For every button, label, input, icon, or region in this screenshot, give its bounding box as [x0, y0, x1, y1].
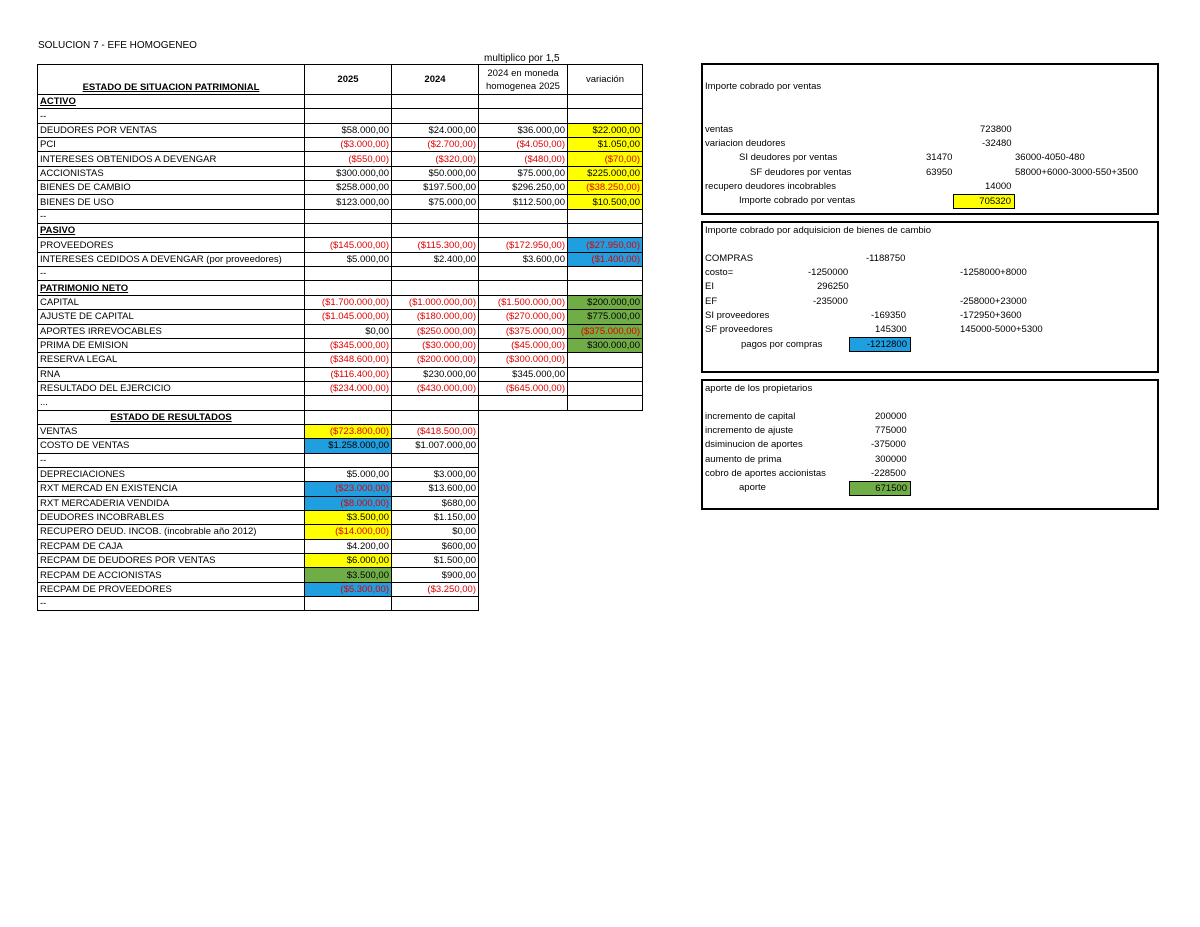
row-value-1: ($234.000,00): [305, 381, 392, 395]
er-value-2: $3.000,00: [392, 467, 479, 481]
row-value-4: $775.000,00: [568, 310, 643, 324]
er-label: --: [38, 597, 305, 611]
header-estado: ESTADO DE SITUACION PATRIMONIAL: [38, 65, 305, 95]
box3-r2-label: incremento de ajuste: [705, 425, 794, 436]
er-title: ESTADO DE RESULTADOS: [38, 410, 305, 424]
table-row: [38, 181, 643, 195]
er-value-1: $5.000,00: [305, 467, 392, 481]
box1-si-value: 31470: [926, 152, 953, 163]
row-label: PASIVO: [38, 224, 305, 238]
row-value-1: [305, 95, 392, 109]
er-row: [38, 510, 643, 524]
table-row: [38, 338, 643, 352]
header-2024-line2: homogenea 2025: [486, 80, 560, 92]
er-empty: [568, 582, 643, 596]
row-label: --: [38, 109, 305, 123]
box2-sf-calc: 145000-5000+5300: [960, 324, 1043, 335]
page-title: SOLUCION 7 - EFE HOMOGENEO: [38, 40, 197, 51]
box1-var-label: variacion deudores: [705, 138, 786, 149]
row-value-1: ($1.045.000,00): [305, 310, 392, 324]
row-value-2: ($1.000.000,00): [392, 295, 479, 309]
box2-ef-label: EF: [705, 296, 718, 307]
row-label: PROVEEDORES: [38, 238, 305, 252]
row-value-4: [568, 353, 643, 367]
er-empty: [479, 597, 568, 611]
table-row: [38, 138, 643, 152]
table-row: [38, 95, 643, 109]
er-empty: [568, 467, 643, 481]
row-label: ...: [38, 396, 305, 410]
row-value-2: $2.400,00: [392, 252, 479, 266]
row-label: RESERVA LEGAL: [38, 353, 305, 367]
row-value-4: ($27.950,00): [568, 238, 643, 252]
box2-ef-calc: -258000+23000: [960, 296, 1027, 307]
row-value-2: [392, 109, 479, 123]
er-row: [38, 539, 643, 553]
er-row: [38, 439, 643, 453]
er-value-1: $3.500,00: [305, 510, 392, 524]
row-label: PCI: [38, 138, 305, 152]
box1-rec-value: 14000: [985, 181, 1012, 192]
box3-r3-value: -375000: [871, 439, 906, 450]
er-value-1: ($723.800,00): [305, 424, 392, 438]
box2-compras-value: -1188750: [866, 253, 906, 264]
row-value-4: $1.050,00: [568, 138, 643, 152]
er-empty: [568, 439, 643, 453]
er-value-2: $1.500,00: [392, 554, 479, 568]
er-empty: [479, 539, 568, 553]
box2-pagos-value: -1212800: [849, 337, 911, 352]
box3-r3-label: dsiminucion de aportes: [705, 439, 803, 450]
box2-ei-value: 296250: [817, 281, 849, 292]
row-value-3: ($480,00): [479, 152, 568, 166]
table-row: [38, 166, 643, 180]
row-value-2: [392, 95, 479, 109]
box1-sf-calc: 58000+6000-3000-550+3500: [1015, 167, 1139, 178]
header-variacion: variación: [568, 65, 643, 95]
box3-r6-label: aporte: [739, 482, 766, 493]
row-value-1: [305, 281, 392, 295]
row-label: PRIMA DE EMISION: [38, 338, 305, 352]
box1-si-label: SI deudores por ventas: [739, 152, 838, 163]
header-2024-line1: 2024 en moneda: [487, 67, 559, 79]
box1-title: Importe cobrado por ventas: [705, 81, 822, 92]
er-empty: [479, 568, 568, 582]
box1-ventas-label: ventas: [705, 124, 733, 135]
row-value-2: $50.000,00: [392, 166, 479, 180]
table-row: [38, 238, 643, 252]
table-row: [38, 224, 643, 238]
row-value-1: [305, 109, 392, 123]
row-label: INTERESES OBTENIDOS A DEVENGAR: [38, 152, 305, 166]
box2-costo-label: costo=: [705, 267, 734, 278]
row-value-4: $10.500,00: [568, 195, 643, 209]
row-value-4: ($38.250,00): [568, 181, 643, 195]
box2-si-label: SI proveedores: [705, 310, 770, 321]
box2-si-calc: -172950+3600: [960, 310, 1022, 321]
row-value-4: $300.000,00: [568, 338, 643, 352]
er-empty: [568, 539, 643, 553]
balance-sheet-table: [37, 64, 643, 611]
table-row: [38, 281, 643, 295]
er-row: [38, 467, 643, 481]
er-empty: [568, 482, 643, 496]
er-value-1: ($23.000,00): [305, 482, 392, 496]
box3-r1-value: 200000: [875, 411, 907, 422]
row-label: AJUSTE DE CAPITAL: [38, 310, 305, 324]
row-value-1: [305, 209, 392, 223]
box3-r5-value: -228500: [871, 468, 906, 479]
table-row: [38, 353, 643, 367]
box2-si-value: -169350: [871, 310, 906, 321]
row-value-3: $75.000,00: [479, 166, 568, 180]
row-value-3: $112.500,00: [479, 195, 568, 209]
box1-var-value: -32480: [982, 138, 1012, 149]
row-label: DEUDORES POR VENTAS: [38, 123, 305, 137]
row-label: BIENES DE CAMBIO: [38, 181, 305, 195]
er-row: [38, 582, 643, 596]
row-value-3: [479, 396, 568, 410]
er-label: RECPAM DE DEUDORES POR VENTAS: [38, 554, 305, 568]
box3-r4-value: 300000: [875, 454, 907, 465]
table-row: [38, 295, 643, 309]
table-row: [38, 209, 643, 223]
row-value-4: [568, 267, 643, 281]
row-label: ACTIVO: [38, 95, 305, 109]
er-row: [38, 525, 643, 539]
box3-r5-label: cobro de aportes accionistas: [705, 468, 826, 479]
row-value-3: ($4.050,00): [479, 138, 568, 152]
row-label: APORTES IRREVOCABLES: [38, 324, 305, 338]
row-value-3: ($172.950,00): [479, 238, 568, 252]
row-label: --: [38, 267, 305, 281]
row-value-1: [305, 396, 392, 410]
row-label: BIENES DE USO: [38, 195, 305, 209]
row-value-4: ($70,00): [568, 152, 643, 166]
er-value-2: $1.150,00: [392, 510, 479, 524]
er-value-2: [392, 453, 479, 467]
box2-sf-value: 145300: [875, 324, 907, 335]
er-value-2: $0,00: [392, 525, 479, 539]
er-row: [38, 482, 643, 496]
multiplier-note: multiplico por 1,5: [484, 53, 560, 64]
row-value-2: [392, 396, 479, 410]
er-row: [38, 424, 643, 438]
er-value-1: ($14.000,00): [305, 525, 392, 539]
row-label: INTERESES CEDIDOS A DEVENGAR (por proveedores): [38, 252, 305, 266]
row-value-4: [568, 396, 643, 410]
row-value-3: [479, 224, 568, 238]
row-value-3: [479, 267, 568, 281]
row-value-1: [305, 224, 392, 238]
er-empty: [479, 510, 568, 524]
er-label: VENTAS: [38, 424, 305, 438]
row-value-2: [392, 267, 479, 281]
box3-r2-value: 775000: [875, 425, 907, 436]
row-value-3: ($45.000,00): [479, 338, 568, 352]
er-empty-1: [479, 410, 568, 424]
box1-sf-value: 63950: [926, 167, 953, 178]
box2-ef-value: -235000: [813, 296, 848, 307]
box3-r6-value: 671500: [849, 481, 911, 496]
row-value-3: ($300.000,00): [479, 353, 568, 367]
row-value-3: [479, 109, 568, 123]
row-value-3: [479, 281, 568, 295]
er-label: RXT MERCADERIA VENDIDA: [38, 496, 305, 510]
row-value-2: ($2.700,00): [392, 138, 479, 152]
box2-ei-label: EI: [705, 281, 714, 292]
er-value-2: $900,00: [392, 568, 479, 582]
row-value-2: ($200.000,00): [392, 353, 479, 367]
row-value-4: [568, 209, 643, 223]
row-value-4: $225.000,00: [568, 166, 643, 180]
row-label: CAPITAL: [38, 295, 305, 309]
row-value-2: [392, 224, 479, 238]
row-value-3: ($375.000,00): [479, 324, 568, 338]
er-empty: [568, 568, 643, 582]
er-empty: [479, 439, 568, 453]
row-value-2: ($115.300,00): [392, 238, 479, 252]
er-row: [38, 453, 643, 467]
er-empty: [568, 496, 643, 510]
table-row: [38, 195, 643, 209]
row-value-1: ($3.000,00): [305, 138, 392, 152]
row-value-2: [392, 281, 479, 295]
row-value-1: $258.000,00: [305, 181, 392, 195]
er-label: RECPAM DE ACCIONISTAS: [38, 568, 305, 582]
er-value-2: ($3.250,00): [392, 582, 479, 596]
er-empty: [479, 467, 568, 481]
row-value-1: $58.000,00: [305, 123, 392, 137]
box3-r1-label: incremento de capital: [705, 411, 796, 422]
table-row: [38, 310, 643, 324]
row-value-1: ($550,00): [305, 152, 392, 166]
row-value-2: $75.000,00: [392, 195, 479, 209]
er-empty: [568, 510, 643, 524]
row-value-1: ($145.000,00): [305, 238, 392, 252]
row-value-3: ($1.500.000,00): [479, 295, 568, 309]
row-value-1: $123.000,00: [305, 195, 392, 209]
er-label: --: [38, 453, 305, 467]
er-value-2: $1.007.000,00: [392, 439, 479, 453]
header-2025: 2025: [305, 65, 392, 95]
row-value-3: $345.000,00: [479, 367, 568, 381]
row-value-1: ($345.000,00): [305, 338, 392, 352]
table-row: [38, 123, 643, 137]
er-value-1: $3.500,00: [305, 568, 392, 582]
er-value-1: [305, 597, 392, 611]
table-row: [38, 381, 643, 395]
box2-costo-calc: -1258000+8000: [960, 267, 1027, 278]
row-value-3: ($645.000,00): [479, 381, 568, 395]
box1-rec-label: recupero deudores incobrables: [705, 181, 836, 192]
er-value-1: [305, 453, 392, 467]
row-label: RNA: [38, 367, 305, 381]
er-empty: [479, 424, 568, 438]
table-row: [38, 267, 643, 281]
table-row: [38, 367, 643, 381]
er-empty-2: [568, 410, 643, 424]
er-empty: [479, 554, 568, 568]
er-label: RECPAM DE PROVEEDORES: [38, 582, 305, 596]
er-empty: [479, 496, 568, 510]
row-value-2: ($250.000,00): [392, 324, 479, 338]
box2-costo-value: -1250000: [808, 267, 849, 278]
row-value-2: ($430.000,00): [392, 381, 479, 395]
row-value-3: $3.600,00: [479, 252, 568, 266]
row-value-2: ($30.000,00): [392, 338, 479, 352]
box1-si-calc: 36000-4050-480: [1015, 152, 1085, 163]
row-value-4: [568, 381, 643, 395]
row-value-3: [479, 209, 568, 223]
table-row: [38, 109, 643, 123]
er-value-2: $600,00: [392, 539, 479, 553]
row-value-4: ($375.000,00): [568, 324, 643, 338]
row-value-1: ($348.600,00): [305, 353, 392, 367]
row-label: ACCIONISTAS: [38, 166, 305, 180]
er-value-2: [392, 597, 479, 611]
er-blank-2: [392, 410, 479, 424]
row-value-1: ($116.400,00): [305, 367, 392, 381]
er-row: [38, 496, 643, 510]
row-value-4: [568, 224, 643, 238]
er-empty: [568, 424, 643, 438]
table-row: [38, 324, 643, 338]
header-2024: 2024: [392, 65, 479, 95]
er-value-1: ($5.300,00): [305, 582, 392, 596]
row-value-3: ($270.000,00): [479, 310, 568, 324]
er-value-1: ($8.000,00): [305, 496, 392, 510]
er-empty: [568, 554, 643, 568]
box2-pagos-label: pagos por compras: [741, 339, 823, 350]
er-empty: [568, 525, 643, 539]
er-label: RXT MERCAD EN EXISTENCIA: [38, 482, 305, 496]
box3-title: aporte de los propietarios: [705, 383, 813, 394]
row-value-3: $36.000,00: [479, 123, 568, 137]
row-value-4: $200.000,00: [568, 295, 643, 309]
row-value-2: ($320,00): [392, 152, 479, 166]
box1-imp-label: Importe cobrado por ventas: [739, 195, 856, 206]
er-empty: [568, 597, 643, 611]
er-value-1: $1.258.000,00: [305, 439, 392, 453]
er-empty: [479, 525, 568, 539]
row-value-3: $296.250,00: [479, 181, 568, 195]
er-value-2: $680,00: [392, 496, 479, 510]
row-value-2: $230.000,00: [392, 367, 479, 381]
row-value-4: [568, 367, 643, 381]
row-value-1: $5.000,00: [305, 252, 392, 266]
er-value-2: $13.600,00: [392, 482, 479, 496]
row-label: --: [38, 209, 305, 223]
row-value-2: [392, 209, 479, 223]
table-row: [38, 152, 643, 166]
er-empty: [568, 453, 643, 467]
er-row: [38, 597, 643, 611]
row-value-4: [568, 281, 643, 295]
row-value-3: [479, 95, 568, 109]
row-value-2: $197.500,00: [392, 181, 479, 195]
row-value-4: [568, 109, 643, 123]
row-value-1: ($1.700.000,00): [305, 295, 392, 309]
er-row: [38, 554, 643, 568]
row-value-2: ($180.000,00): [392, 310, 479, 324]
er-value-1: $4.200,00: [305, 539, 392, 553]
box3-r4-label: aumento de prima: [705, 454, 782, 465]
box2-compras-label: COMPRAS: [705, 253, 754, 264]
er-title-row: [38, 410, 643, 424]
box1-imp-value: 705320: [953, 194, 1015, 209]
table-row: [38, 252, 643, 266]
row-label: RESULTADO DEL EJERCICIO: [38, 381, 305, 395]
er-empty: [479, 482, 568, 496]
er-label: RECUPERO DEUD. INCOB. (incobrable año 2012): [38, 525, 305, 539]
row-value-1: $0,00: [305, 324, 392, 338]
box1-sf-label: SF deudores por ventas: [750, 167, 852, 178]
er-empty: [479, 582, 568, 596]
er-label: DEPRECIACIONES: [38, 467, 305, 481]
table-row: [38, 396, 643, 410]
row-value-4: ($1.400,00): [568, 252, 643, 266]
er-label: RECPAM DE CAJA: [38, 539, 305, 553]
row-value-2: $24.000,00: [392, 123, 479, 137]
row-label: PATRIMONIO NETO: [38, 281, 305, 295]
row-value-4: [568, 95, 643, 109]
header-2024-homogenea: [479, 65, 568, 95]
box1-ventas-value: 723800: [980, 124, 1012, 135]
er-row: [38, 568, 643, 582]
er-empty: [479, 453, 568, 467]
box2-title: Importe cobrado por adquisicion de bienes de cambio: [705, 225, 932, 236]
er-value-2: ($418.500,00): [392, 424, 479, 438]
row-value-1: $300.000,00: [305, 166, 392, 180]
er-label: DEUDORES INCOBRABLES: [38, 510, 305, 524]
row-value-1: [305, 267, 392, 281]
row-value-4: $22.000,00: [568, 123, 643, 137]
er-blank-1: [305, 410, 392, 424]
er-value-1: $6.000,00: [305, 554, 392, 568]
box2-sf-label: SF proveedores: [705, 324, 773, 335]
er-label: COSTO DE VENTAS: [38, 439, 305, 453]
